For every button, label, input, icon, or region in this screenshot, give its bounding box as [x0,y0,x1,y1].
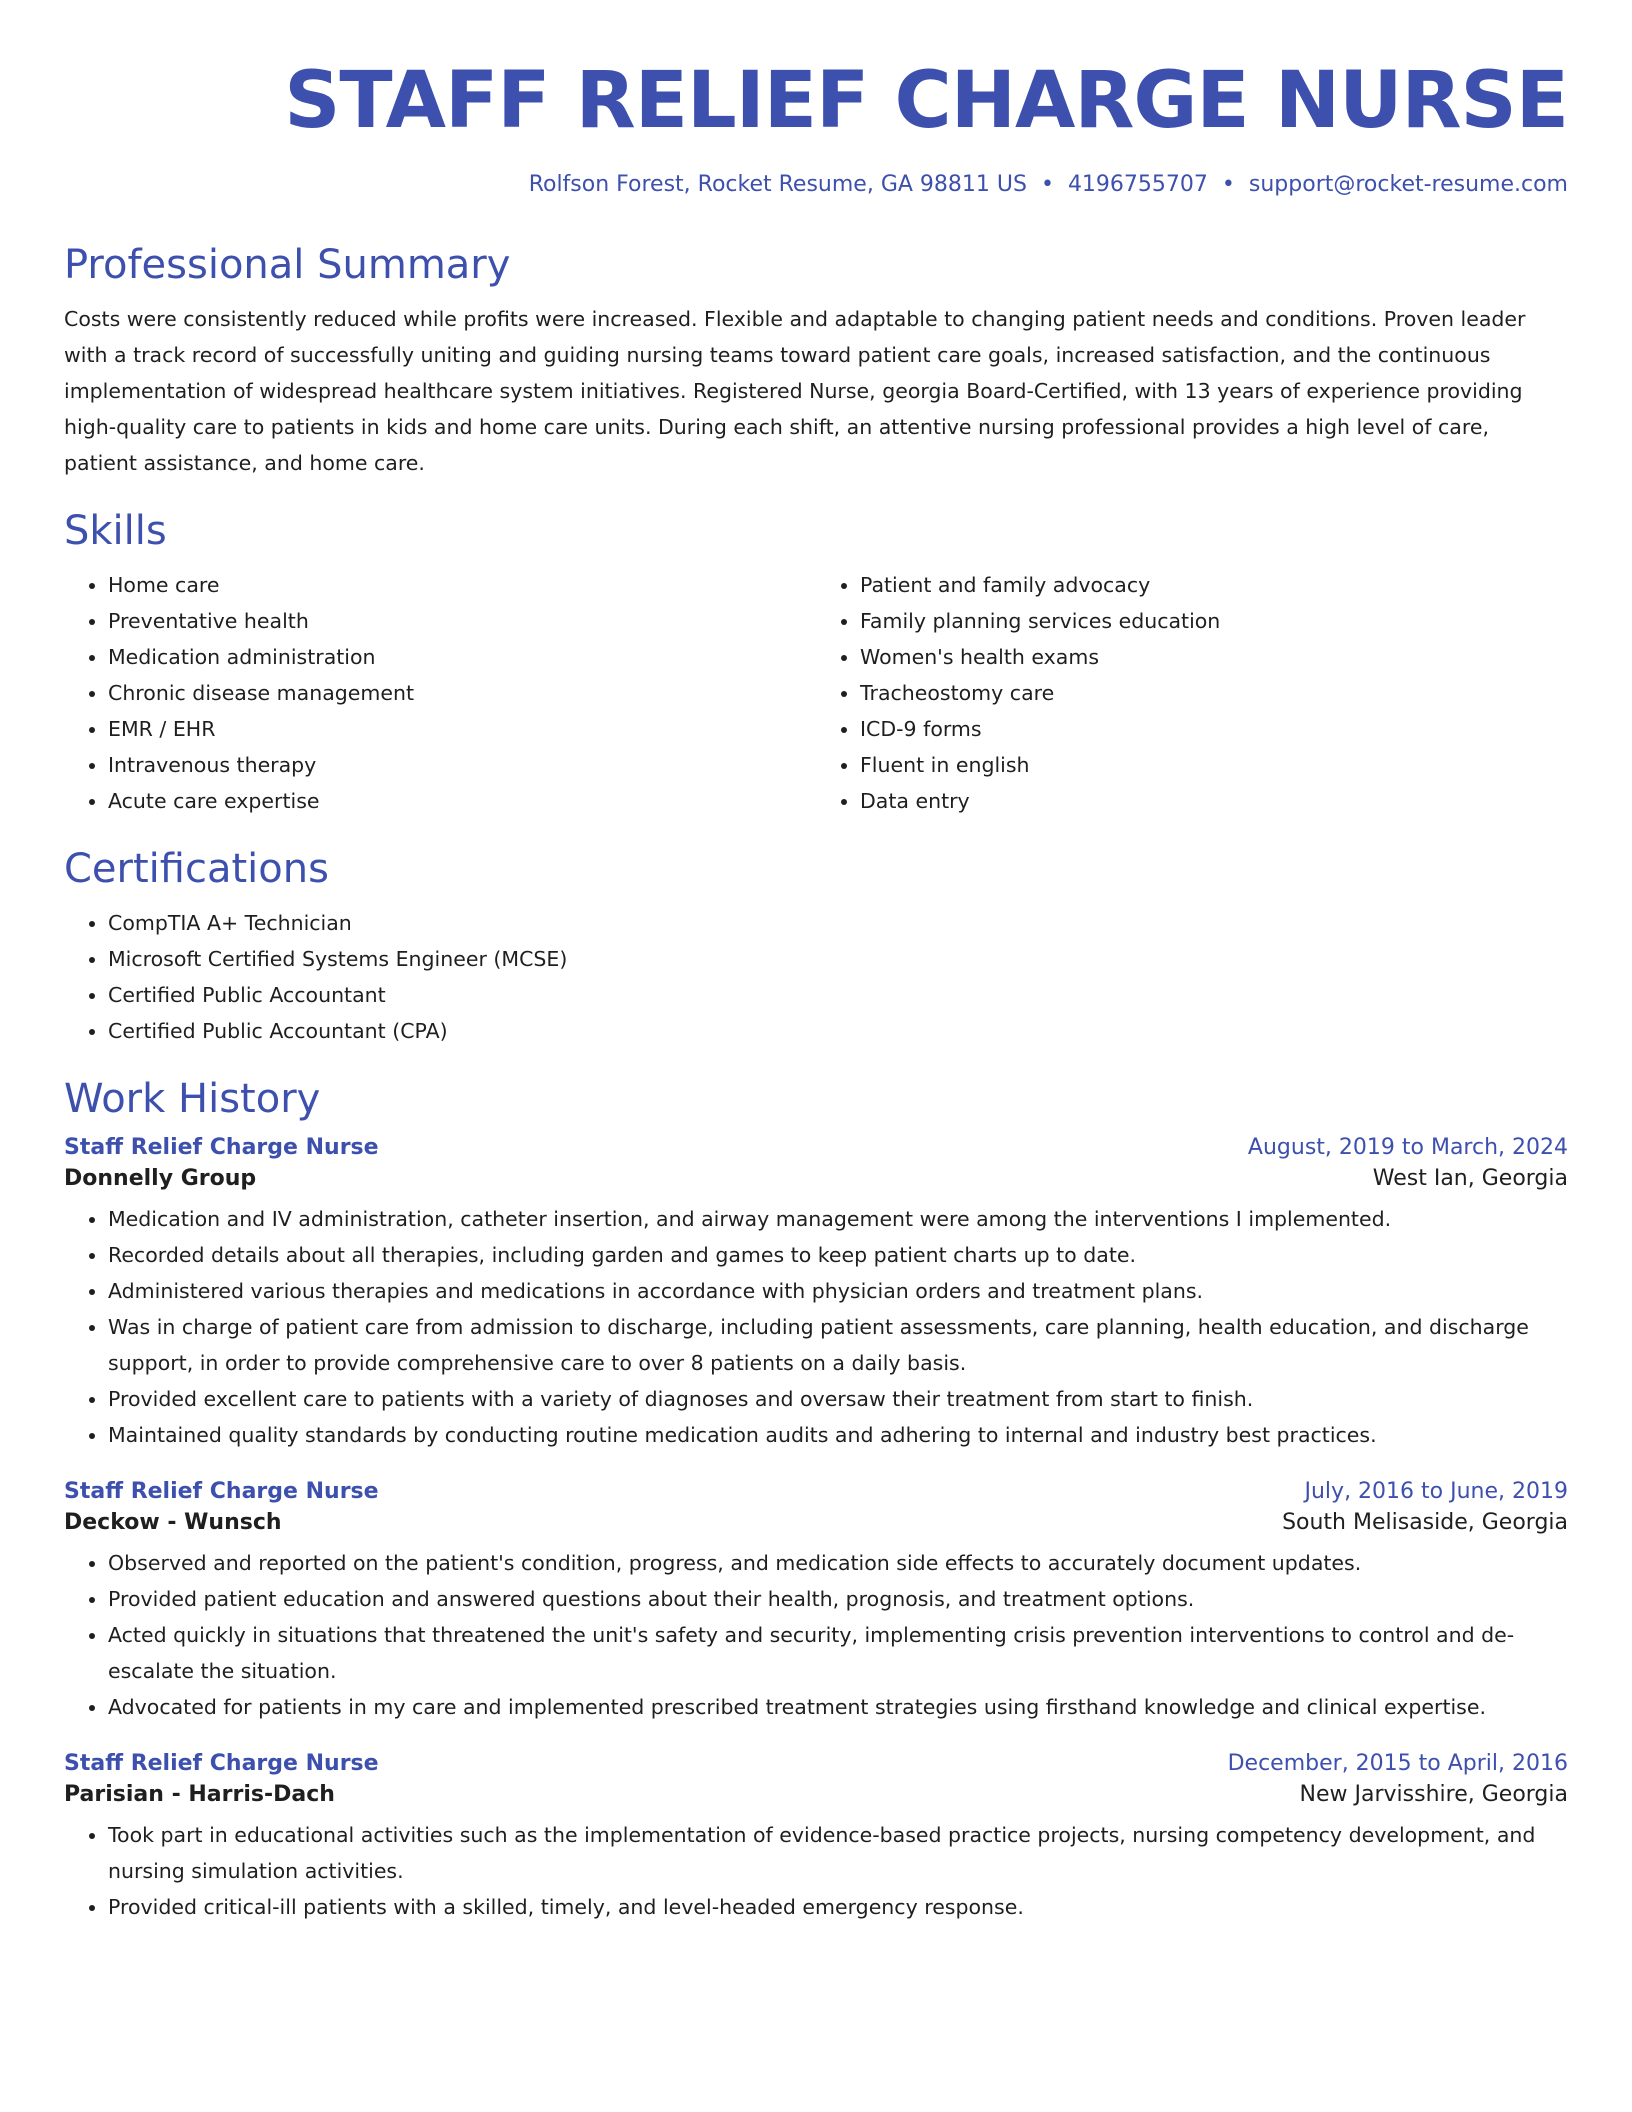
job-location: New Jarvisshire, Georgia [1299,1782,1568,1807]
skills-columns [64,567,1568,819]
skill-item: • Chronic disease management [108,675,816,711]
job-bullet: • Provided excellent care to patients with a variety of diagnoses and oversaw their treatment from start to finish. [108,1381,1568,1417]
job-bullet: • Took part in educational activities such as the implementation of evidence-based practice projects, nursing competency development, and nursing simulation activities. [108,1817,1568,1889]
job-bullet: • Recorded details about all therapies, including garden and games to keep patient charts up to date. [108,1237,1568,1273]
skill-item: • Tracheostomy care [860,675,1568,711]
job-bullets [64,1201,1568,1453]
job-entry [64,1751,1568,1925]
job-bullet: • Provided patient education and answered questions about their health, prognosis, and treatment options. [108,1581,1568,1617]
job-title: Staff Relief Charge Nurse [64,1135,379,1160]
skills-heading: Skills [64,508,167,554]
job-dates: July, 2016 to June, 2019 [1304,1479,1568,1504]
contact-separator: • [1221,172,1235,197]
work-heading: Work History [64,1076,321,1122]
job-company: Deckow - Wunsch [64,1510,282,1535]
job-bullet: • Was in charge of patient care from admission to discharge, including patient assessments, care planning, health education, and discharge support, in order to provide comprehensive care to over 8 patients on a daily basis. [108,1309,1568,1381]
contact-email: support@rocket-resume.com [1248,172,1568,197]
job-bullet: • Administered various therapies and medications in accordance with physician orders and treatment plans. [108,1273,1568,1309]
job-bullets [64,1817,1568,1925]
skills-list-left [64,567,816,819]
summary-heading: Professional Summary [64,242,511,288]
contact-separator: • [1040,172,1054,197]
jobs-list [64,1135,1568,1925]
contact-address: Rolfson Forest, Rocket Resume, GA 98811 US [528,172,1027,197]
skills-section [64,507,1568,819]
job-entry [64,1479,1568,1725]
job-title: Staff Relief Charge Nurse [64,1479,379,1504]
job-bullet: • Observed and reported on the patient's condition, progress, and medication side effects to accurately document updates. [108,1545,1568,1581]
job-location: West Ian, Georgia [1372,1166,1568,1191]
job-entry [64,1135,1568,1453]
skill-item: • Fluent in english [860,747,1568,783]
job-company: Donnelly Group [64,1166,257,1191]
job-bullet: • Advocated for patients in my care and implemented prescribed treatment strategies using firsthand knowledge and clinical expertise. [108,1689,1568,1725]
skill-item: • Family planning services education [860,603,1568,639]
certification-item: • CompTIA A+ Technician [108,905,1568,941]
resume-page [64,0,1568,1925]
job-title: Staff Relief Charge Nurse [64,1751,379,1776]
certification-item: • Certified Public Accountant (CPA) [108,1013,1568,1049]
certifications-heading: Certifications [64,846,329,892]
certifications-section [64,845,1568,1049]
job-bullet: • Provided critical-ill patients with a skilled, timely, and level-headed emergency response. [108,1889,1568,1925]
skill-item: • EMR / EHR [108,711,816,747]
skills-list-right [816,567,1568,819]
job-company: Parisian - Harris-Dach [64,1782,335,1807]
resume-header [64,56,1568,197]
certification-item: • Microsoft Certified Systems Engineer (MCSE) [108,941,1568,977]
candidate-title: STAFF RELIEF CHARGE NURSE [284,56,1568,146]
skill-item: • ICD-9 forms [860,711,1568,747]
certifications-list [64,905,1568,1049]
job-bullet: • Acted quickly in situations that threatened the unit's safety and security, implementing crisis prevention interventions to control and de-escalate the situation. [108,1617,1568,1689]
job-title-row [64,1135,1568,1160]
job-bullet: • Maintained quality standards by conducting routine medication audits and adhering to internal and industry best practices. [108,1417,1568,1453]
skill-item: • Intravenous therapy [108,747,816,783]
skill-item: • Medication administration [108,639,816,675]
contact-line [64,172,1568,197]
skill-item: • Home care [108,567,816,603]
job-company-row [64,1510,1568,1535]
job-title-row [64,1479,1568,1504]
skill-item: • Acute care expertise [108,783,816,819]
job-title-row [64,1751,1568,1776]
job-dates: August, 2019 to March, 2024 [1247,1135,1568,1160]
job-dates: December, 2015 to April, 2016 [1227,1751,1568,1776]
skill-item: • Women's health exams [860,639,1568,675]
job-location: South Melisaside, Georgia [1282,1510,1568,1535]
job-bullets [64,1545,1568,1725]
skill-item: • Preventative health [108,603,816,639]
job-company-row [64,1166,1568,1191]
job-bullet: • Medication and IV administration, catheter insertion, and airway management were among the interventions I implemented. [108,1201,1568,1237]
summary-section [64,241,1568,481]
contact-phone: 4196755707 [1067,172,1208,197]
skill-item: • Patient and family advocacy [860,567,1568,603]
job-company-row [64,1782,1568,1807]
certification-item: • Certified Public Accountant [108,977,1568,1013]
work-section [64,1075,1568,1925]
skill-item: • Data entry [860,783,1568,819]
summary-text: Costs were consistently reduced while profits were increased. Flexible and adaptable to changing patient needs and conditions. Proven leader with a track record of successfully uniting and guiding nursing teams toward patient care goals, increased satisfaction, and the continuous implementation of widespread healthcare system initiatives. Registered Nurse, georgia Board-Certified, with 13 years of experience providing high-quality care to patients in kids and home care units. During each shift, an attentive nursing professional provides a high level of care, patient assistance, and home care. [64,307,1526,475]
